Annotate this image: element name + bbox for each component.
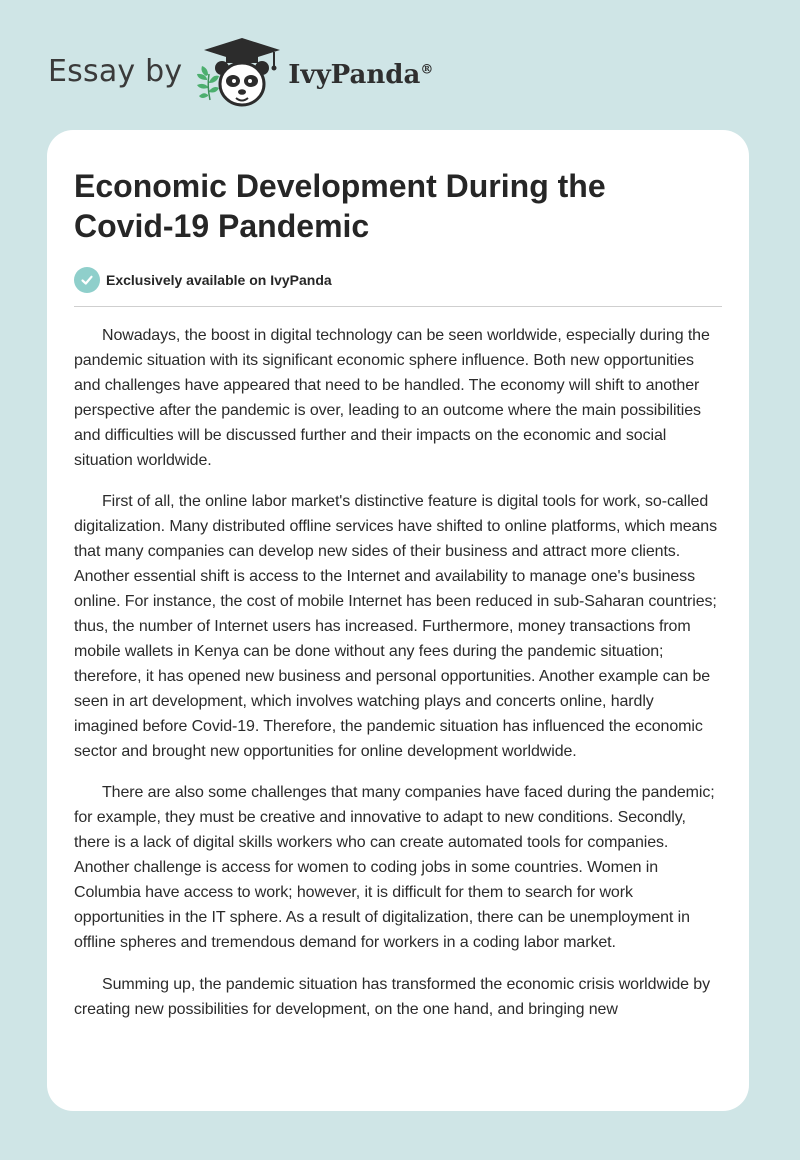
exclusive-badge [74,266,722,294]
essay-body [74,324,722,1023]
divider [74,306,722,307]
paragraph: Summing up, the pandemic situation has transformed the economic crisis worldwide by creating new possibilities for development, on the one hand, and bringing new [74,975,710,1018]
site-header [48,36,433,112]
paragraph: First of all, the online labor market's distinctive feature is digital tools for work, so-called digitalization. Many distributed offline services have shifted to online platforms, which means that many companies can develop new sides of their business and attract more clients. Another essential shift is access to the Internet and availability to manage one's business online. For instance, the cost of mobile Internet has been reduced in sub-Saharan countries; thus, the number of Internet users has increased. Furthermore, money transactions from mobile wallets in Kenya can be done without any fees during the pandemic situation; therefore, it has opened new business and personal opportunities. Another example can be seen in art development, which involves watching plays and concerts online, hardly imagined before Covid-19. Therefore, the pandemic situation has influenced the economic sector and brought new opportunities for online development worldwide. [74,493,717,760]
paragraph: There are also some challenges that many companies have faced during the pandemic; for example, they must be creative and innovative to adapt to new conditions. Secondly, there is a lack of digital skills workers who can create automated tools for companies. Another challenge is access for women to coding jobs in some countries. Women in Columbia have access to work; however, it is difficult for them to search for work opportunities in the IT sphere. As a result of digitalization, there can be unemployment in offline spheres and tremendous demand for workers in a coding labor market. [74,784,715,951]
brand-name[interactable] [288,60,433,90]
ivypanda-logo-icon[interactable] [196,36,286,112]
paragraph: Nowadays, the boost in digital technology can be seen worldwide, especially during the pandemic situation with its significant economic sphere influence. Both new opportunities and challenges have appeared that need to be handled. The economy will shift to another perspective after the pandemic is over, leading to an outcome where the main possibilities and difficulties will be discussed further and their impacts on the economic and social situation worldwide. [74,327,710,469]
checkmark-icon [74,267,100,293]
registered-mark: ® [420,62,434,78]
essay-by-label: Essay by [48,53,183,89]
brand-text: IvyPanda [288,60,421,90]
essay-title: Economic Development During the Covid-19 Pandemic [74,168,606,244]
essay-card [47,130,749,1111]
exclusive-label: Exclusively available on IvyPanda [106,272,332,288]
